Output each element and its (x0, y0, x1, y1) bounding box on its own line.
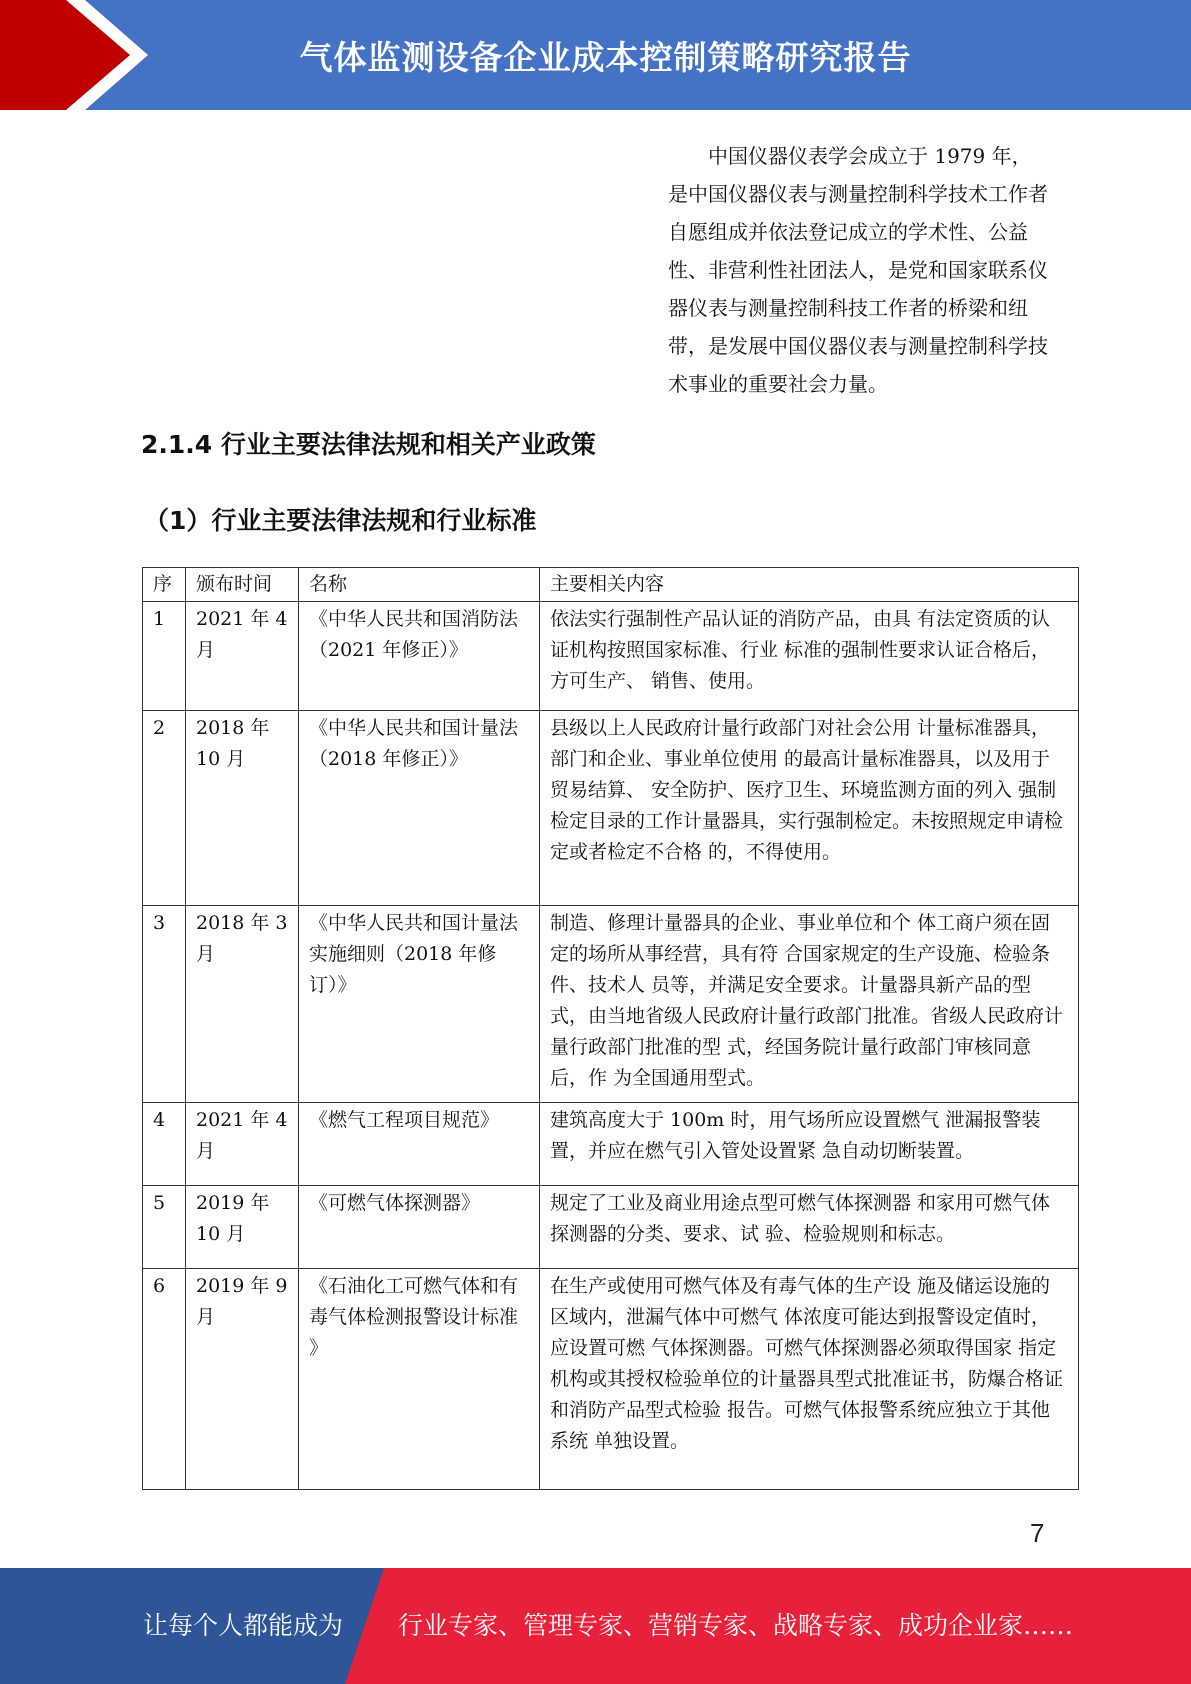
table-row (143, 906, 1079, 1103)
cell-name: 《石油化工可燃气体和有 毒气体检测报警设计标准 》 (299, 1269, 540, 1490)
subsection-heading: （1）行业主要法律法规和行业标准 (144, 506, 537, 535)
header-name: 名称 (299, 568, 540, 602)
table-header-row (143, 568, 1079, 602)
table-row (143, 1269, 1079, 1490)
header-banner (0, 0, 1191, 110)
laws-table (142, 567, 1079, 1490)
cell-name: 《中华人民共和国计量法 （2018 年修正）》 (299, 711, 540, 906)
cell-name: 《燃气工程项目规范》 (299, 1103, 540, 1186)
cell-no: 1 (143, 602, 186, 711)
cell-date: 2019 年 9 月 (186, 1269, 299, 1490)
cell-no: 3 (143, 906, 186, 1103)
cell-content: 依法实行强制性产品认证的消防产品，由具 有法定资质的认证机构按照国家标准、行业 标准的强制性要求认证合格后，方可生产、 销售、使用。 (540, 602, 1079, 711)
cell-no: 5 (143, 1186, 186, 1269)
cell-name: 《中华人民共和国消防法 （2021 年修正）》 (299, 602, 540, 711)
header-no: 序 (143, 568, 186, 602)
cell-date: 2018 年 10 月 (186, 711, 299, 906)
cell-no: 6 (143, 1269, 186, 1490)
table-row (143, 1103, 1079, 1186)
cell-content: 建筑高度大于 100m 时，用气场所应设置燃气 泄漏报警装置，并应在燃气引入管处设置紧 急自动切断装置。 (540, 1103, 1079, 1186)
cell-content: 县级以上人民政府计量行政部门对社会公用 计量标准器具，部门和企业、事业单位使用 的最高计量标准器具，以及用于贸易结算、 安全防护、医疗卫生、环境监测方面的列入 强制检定目录的工作计量器具，实行强制检定。未按照规定申请检定或者检定不合格 的，不得使用。 (540, 711, 1079, 906)
cell-no: 4 (143, 1103, 186, 1186)
intro-paragraph: 中国仪器仪表学会成立于 1979 年，是中国仪器仪表与测量控制科学技术工作者自愿组成并依法登记成立的学术性、公益性、非营利性社团法人，是党和国家联系仪器仪表与测量控制科技工作者的桥梁和纽带，是发展中国仪器仪表与测量控制科学技术事业的重要社会力量。 (668, 144, 1048, 396)
cell-date: 2019 年 10 月 (186, 1186, 299, 1269)
table-row (143, 1186, 1079, 1269)
report-title: 气体监测设备企业成本控制策略研究报告 (299, 37, 912, 77)
section-heading: 2.1.4 行业主要法律法规和相关产业政策 (141, 430, 596, 459)
footer-banner (0, 1568, 1191, 1684)
header-content: 主要相关内容 (540, 568, 1079, 602)
cell-date: 2018 年 3 月 (186, 906, 299, 1103)
cell-date: 2021 年 4 月 (186, 1103, 299, 1186)
header-date: 颁布时间 (186, 568, 299, 602)
page-number: 7 (1030, 1518, 1045, 1548)
header-chevron-decoration (0, 0, 160, 110)
cell-name: 《中华人民共和国计量法 实施细则（2018 年修 订）》 (299, 906, 540, 1103)
table-row (143, 711, 1079, 906)
cell-content: 制造、修理计量器具的企业、事业单位和个 体工商户须在固定的场所从事经营，具有符 合国家规定的生产设施、检验条件、技术人 员等，并满足安全要求。计量器具新产品的型式，由当地省级人民政府计量行政部门批准。省级人民政府计量行政部门批准的型 式，经国务院计量行政部门审核同意后，作 为全国通用型式。 (540, 906, 1079, 1103)
table-row (143, 602, 1079, 711)
cell-content: 规定了工业及商业用途点型可燃气体探测器 和家用可燃气体探测器的分类、要求、试 验、检验规则和标志。 (540, 1186, 1079, 1269)
footer-slogan-right: 行业专家、管理专家、营销专家、战略专家、成功企业家…… (398, 1611, 1074, 1640)
cell-date: 2021 年 4 月 (186, 602, 299, 711)
footer-slogan-left: 让每个人都能成为 (143, 1611, 344, 1640)
cell-name: 《可燃气体探测器》 (299, 1186, 540, 1269)
cell-content: 在生产或使用可燃气体及有毒气体的生产设 施及储运设施的区域内，泄漏气体中可燃气 体浓度可能达到报警设定值时，应设置可燃 气体探测器。可燃气体探测器必须取得国家 指定机构或其授权检验单位的计量器具型式批准证书，防爆合格证和消防产品型式检验 报告。可燃气体报警系统应独立于其他系统 单独设置。 (540, 1269, 1079, 1490)
cell-no: 2 (143, 711, 186, 906)
